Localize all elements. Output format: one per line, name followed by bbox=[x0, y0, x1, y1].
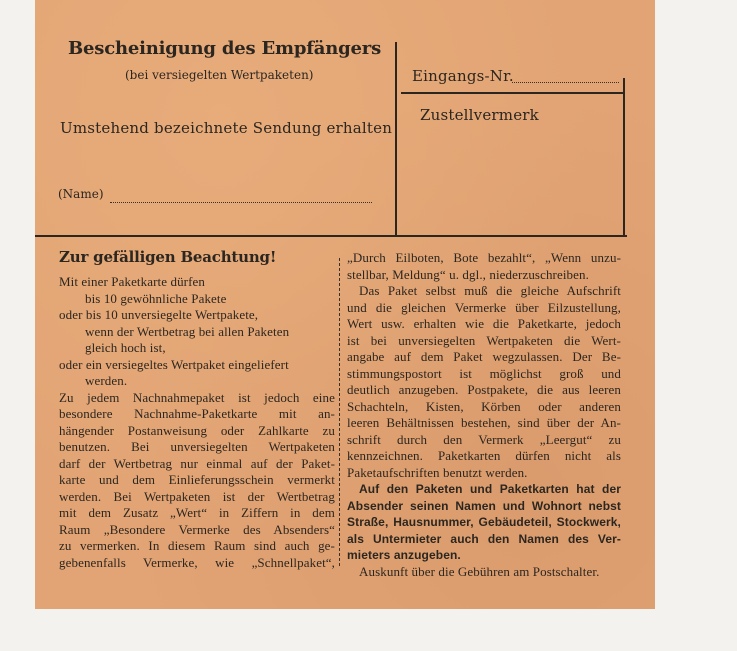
zustell-label: Zustellvermerk bbox=[420, 106, 539, 124]
notice-line: werden. bbox=[85, 373, 128, 388]
notice-line: mit dem Zusatz „Wert“ in Ziffern in dem bbox=[59, 505, 335, 520]
name-label: (Name) bbox=[58, 187, 104, 201]
receipt-title: Bescheinigung des Empfängers bbox=[68, 38, 382, 59]
notice-bold-text: Straße, Hausnummer, Gebäudeteil, Stockwerk, bbox=[347, 515, 621, 529]
section-divider bbox=[35, 235, 627, 237]
notice-line: Raum „Besondere Vermerke des Absenders“ bbox=[59, 521, 335, 537]
notice-line: Das Paket selbst muß die gleiche Aufschrift bbox=[359, 283, 621, 298]
notice-line: ist bei unversiegelten Wertpaketen die Wert- bbox=[347, 332, 621, 348]
notice-line: benutzen. Bei unversiegelten Wertpaketen bbox=[59, 439, 335, 454]
notice-line: bis 10 gewöhnliche Pakete bbox=[85, 290, 227, 306]
notice-line: wenn der Wertbetrag bei allen Paketen bbox=[85, 323, 290, 339]
notice-line: besondere Nachnahme-Paketkarte mit an- bbox=[59, 406, 335, 421]
parcel-card bbox=[35, 0, 655, 609]
notice-line: zu vermerken. In diesem Raum sind auch ge- bbox=[59, 538, 335, 553]
notice-line: stimmungspostort ist möglichst groß und bbox=[347, 365, 621, 381]
notice-line: oder ein versiegeltes Wertpaket eingeliefert bbox=[59, 356, 289, 372]
notice-line-bold bbox=[347, 531, 621, 548]
notice-line: karte und dem Einlieferungsschein vermerkt bbox=[59, 472, 335, 487]
notice-line: Zu jedem Nachnahmepaket ist jedoch eine bbox=[59, 389, 335, 405]
notice-line: „Durch Eilboten, Bote bezahlt“, „Wenn unzu- bbox=[347, 250, 621, 265]
notice-bold-text: als Untermieter auch den Namen des Ver- bbox=[347, 531, 621, 546]
notice-line: Wert usw. erhalten wie die Paketkarte, jedoch bbox=[347, 316, 621, 331]
notice-line: Auskunft über die Gebühren am Postschalter. bbox=[359, 563, 600, 579]
receipt-statement: Umstehend bezeichnete Sendung erhalten bbox=[60, 119, 393, 137]
notice-line: schrift durch den Vermerk „Leergut“ zu bbox=[347, 431, 621, 447]
eingang-line[interactable] bbox=[512, 82, 619, 83]
notice-left-column bbox=[59, 274, 335, 571]
receipt-subtitle: (bei versiegelten Wertpaketen) bbox=[125, 68, 314, 82]
notice-line: stellbar, Meldung“ u. dgl., niederzuschreiben. bbox=[347, 266, 589, 282]
notice-bold-text: mieters anzugeben. bbox=[347, 548, 461, 562]
notice-bold-text: Absender seinen Namen und Wohnort nebst bbox=[347, 498, 621, 513]
notice-heading: Zur gefälligen Beachtung! bbox=[59, 248, 277, 266]
notice-line: Mit einer Paketkarte dürfen bbox=[59, 274, 206, 289]
notice-line-bold bbox=[347, 481, 621, 498]
notice-line-bold bbox=[347, 547, 621, 564]
notice-line: deutlich anzugeben. Postpakete, die aus leeren bbox=[347, 382, 621, 397]
notice-line: Schachteln, Kisten, Körben oder anderen bbox=[347, 398, 621, 414]
notice-line: oder bis 10 unversiegelte Wertpakete, bbox=[59, 307, 259, 322]
notice-line: leeren Behältnissen bestehen, sind über der An- bbox=[347, 415, 621, 430]
office-divider bbox=[401, 92, 623, 94]
notice-line: kennzeichnen. Paketkarten dürfen nicht als bbox=[347, 448, 621, 463]
notice-line: darf der Wertbetrag nur einmal auf der Paket- bbox=[59, 455, 335, 471]
notice-line-bold bbox=[347, 514, 621, 531]
notice-line: gebenenfalls Vermerke, wie „Schnellpaket“, bbox=[59, 554, 335, 570]
eingang-label: Eingangs-Nr. bbox=[412, 67, 514, 85]
notice-bold-text: Auf den Paketen und Paketkarten hat der bbox=[359, 482, 621, 496]
notice-right-column bbox=[347, 250, 621, 580]
notice-line-bold bbox=[347, 498, 621, 515]
top-divider bbox=[395, 42, 397, 235]
name-line[interactable] bbox=[110, 202, 372, 203]
notice-line: hängender Postanweisung oder Zahlkarte zu bbox=[59, 422, 335, 438]
column-divider bbox=[339, 258, 340, 566]
notice-line: werden. Bei Wertpaketen ist der Wertbetrag bbox=[59, 488, 335, 504]
notice-line: und die gleichen Vermerke über Eilzustellung, bbox=[347, 299, 621, 315]
notice-line: gleich hoch ist, bbox=[85, 340, 166, 355]
notice-line: angabe auf dem Paket wegzulassen. Der Be- bbox=[347, 349, 621, 364]
right-border bbox=[623, 78, 625, 235]
notice-line: Paketaufschriften benutzt werden. bbox=[347, 464, 528, 480]
